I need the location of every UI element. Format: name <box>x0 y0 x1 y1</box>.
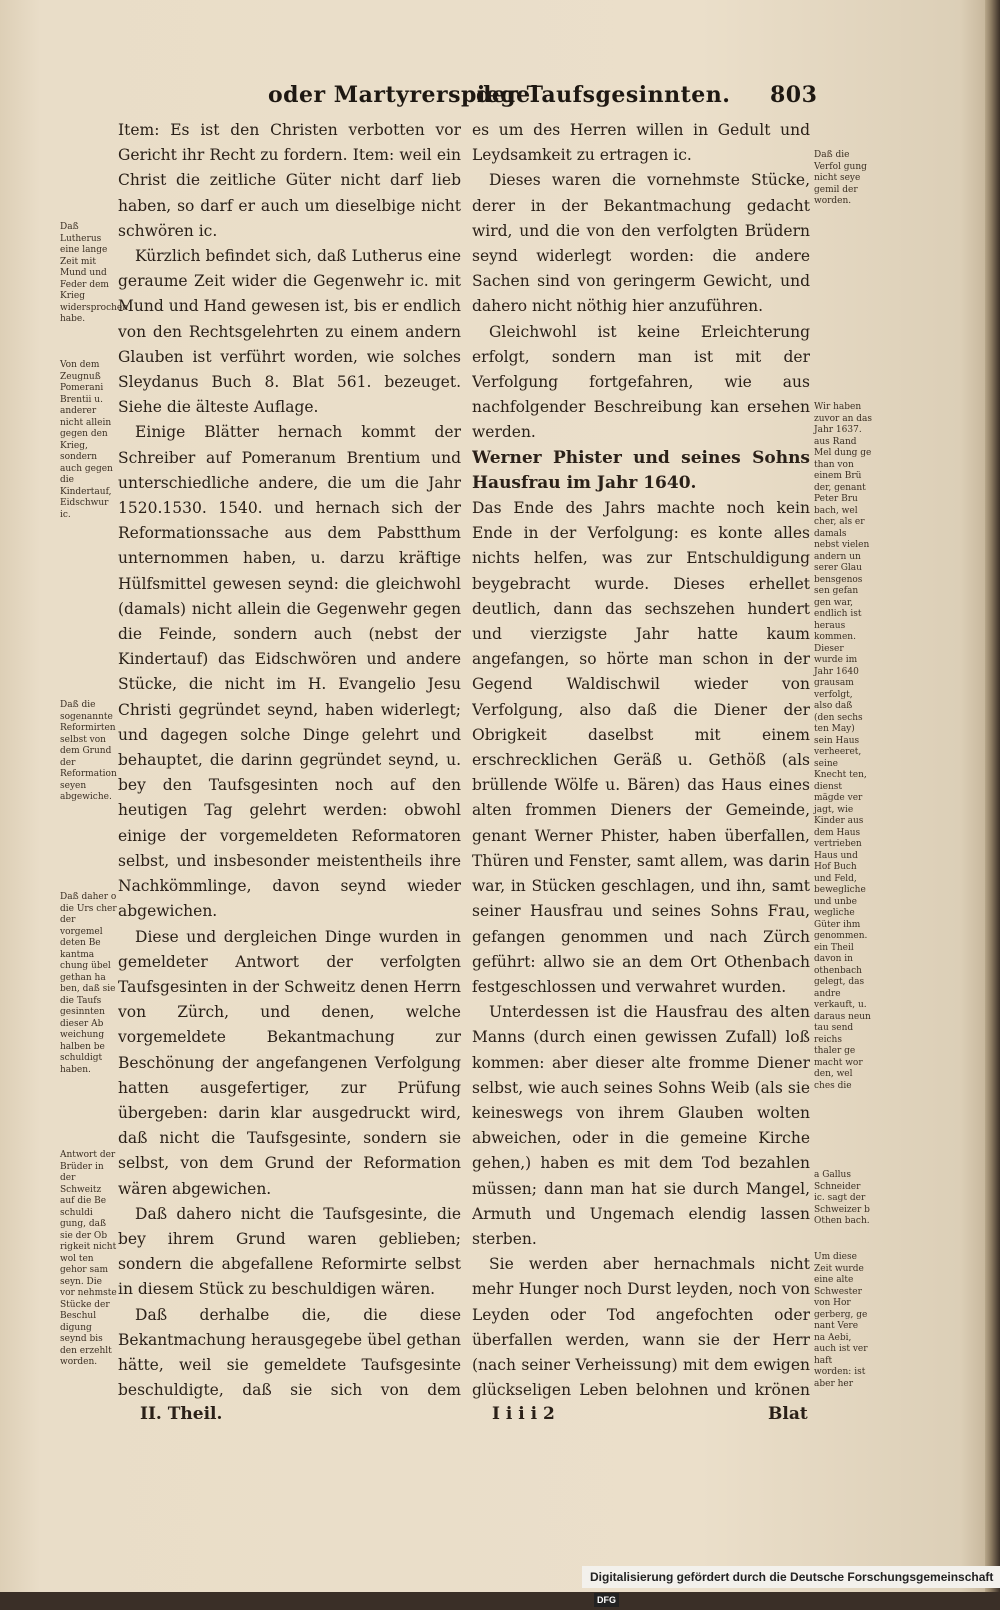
margin-note: Daß die Verfol gung nicht seye gemil der worden. <box>814 150 867 206</box>
running-head-left: oder Martyrerspiegel <box>268 82 540 108</box>
paragraph: Diese und dergleichen Dinge wurden in gemeldeter Antwort der verfolgten Taufsgesinten in der Schweitz denen Herrn von Zürch, und denen, welche vorgemeldete Bekantmachung zur Beschönung der angefangenen Verfolgung hatten ausgefertiger, zur Prüfung übergeben: darin klar ausgedruckt wird, daß nicht die Taufsgesinte, sondern sie selbst, von dem Grund der Reformation wären abgewichen. <box>118 927 461 1198</box>
right-margin-notes <box>814 0 872 1400</box>
margin-note: a Gallus Schneider ic. sagt der Schweizer b Othen bach. <box>814 1170 870 1226</box>
credit-text: Digitalisierung gefördert durch die Deutsche Forschungsgemeinschaft <box>590 1570 994 1584</box>
running-head-right: der Taufsgesinnten. <box>476 82 731 108</box>
margin-note: Wir haben zuvor an das Jahr 1637. aus Rand Mel dung ge than von einem Brü der, genant Peter Bru bach, wel cher, als er damals nebst vielen andern un serer Glau bensgenos sen gefan gen war, endlich ist heraus kommen. Dieser wurde im Jahr 1640 grausam verfolgt, also daß (den sechs ten May) sein Haus verheeret, seine Knecht ten, dienst mägde ver jagt, wie Kinder aus dem Haus vertrieben Haus und Hof Buch und Feld, bewegliche und unbe wegliche Güter ihm genommen. ein Theil davon in othenbach gelegt, das andre verkauft, u. daraus neun tau send reichs thaler ge macht wor den, wel ches die <box>814 402 872 1091</box>
paragraph: Daß derhalbe die, die diese Bekantmachung herausgegebe übel gethan hätte, weil sie gemeldete Taufsgesinte beschuldigte, daß sie sich von dem <box>118 1305 461 1400</box>
catchword: Blat <box>768 1404 808 1424</box>
paragraph: Daß dahero nicht die Taufsgesinte, die bey ihrem Grund waren geblieben; sondern die abgefallene Reformirte selbst in diesem Stück zu beschuldigen wären. <box>118 1204 461 1299</box>
right-text-column <box>472 118 810 1400</box>
signature-mark: I i i i 2 <box>492 1404 555 1424</box>
volume-label: II. Theil. <box>140 1404 223 1424</box>
paragraph: Gleichwohl ist keine Erleichterung erfolgt, sondern man ist mit der Verfolgung fortgefahren, wie aus nachfolgender Beschreibung kan ersehen werden. <box>472 322 810 442</box>
margin-note: Daß die sogenannte Reformirten selbst von dem Grund der Reformation seyen abgewiche. <box>60 700 117 802</box>
page-number: 803 <box>770 82 818 108</box>
paragraph: es um des Herren willen in Gedult und Leydsamkeit zu ertragen ic. <box>472 121 810 165</box>
section-heading: Werner Phister und seines Sohns Hausfrau im Jahr 1640. <box>472 447 810 493</box>
digitization-credit <box>582 1566 1000 1605</box>
left-margin-notes <box>60 0 129 1400</box>
page-edge-shadow <box>985 0 1000 1592</box>
paragraph: Dieses waren die vornehmste Stücke, derer in der Bekantmachung gedacht wird, und die von den verfolgten Brüdern seynd widerlegt worden: die andere Sachen sind von geringerm Gewicht, und dahero nicht nöthig hier anzuführen. <box>472 171 810 316</box>
dfg-logo-icon: DFG <box>594 1593 619 1607</box>
margin-note: Von dem Zeugnuß Pomerani Brentii u. anderer nicht allein gegen den Krieg, sondern auch gegen die Kindertauf, Eidschwur ic. <box>60 360 113 520</box>
paragraph: Das Ende des Jahrs machte noch kein Ende in der Verfolgung: es konte alles nichts helfen, was zur Entschuldigung beygebracht wurde. Dieses erhellet deutlich, dann das sechszehen hundert und vierzigste Jahr hatte kaum angefangen, so hörte man schon in der Gegend Waldischwil wieder von Verfolgung, also daß die Diener der Obrigkeit daselbst mit einem erschrecklichen Geräß u. Gethöß (als brüllende Wölfe u. Bären) das Haus eines alten frommen Dieners der Gemeinde, genant Werner Phister, haben überfallen, Thüren und Fenster, samt allem, was darin war, in Stücken geschlagen, und ihn, samt seiner Hausfrau und seines Sohns Frau, gefangen genommen und nach Zürch geführt: allwo sie an dem Ort Othenbach festgeschlossen und verwahret wurden. <box>472 499 810 996</box>
margin-note: Daß Lutherus eine lange Zeit mit Mund und Feder dem Krieg widersprochen habe. <box>60 222 129 324</box>
paragraph: Unterdessen ist die Hausfrau des alten Manns (durch einen gewissen Zufall) loß kommen: aber dieser alte fromme Diener selbst, wie auch seines Sohns Weib (als sie keineswegs von ihrem Glauben wolten abweichen, oder in die gemeine Kirche gehen,) haben es mit dem Tod bezahlen müssen; dann man hat sie durch Mangel, Armuth und Ungemach elendig lassen sterben. <box>472 1003 810 1248</box>
margin-note: Antwort der Brüder in der Schweitz auf die Be schuldi gung, daß sie der Ob rigkeit nicht wol ten gehor sam seyn. Die vor nehmste Stücke der Beschul digung seynd bis den erzehlt worden. <box>60 1150 117 1367</box>
paragraph: Kürzlich befindet sich, daß Lutherus eine geraume Zeit wider die Gegenwehr ic. mit Mund und Hand gewesen ist, bis er endlich von den Rechtsgelehrten zu einem andern Glauben ist verführt worden, wie solches Sleydanus Buch 8. Blat 561. bezeuget. Siehe die älteste Auflage. <box>118 247 461 417</box>
margin-note: Um diese Zeit wurde eine alte Schwester von Hor gerberg, ge nant Vere na Aebi, auch ist ver haft worden: ist aber her <box>814 1252 868 1389</box>
paragraph: Sie werden aber hernachmals nicht mehr Hunger noch Durst leyden, noch von Leyden oder Tod angefochten oder überfallen werden, wann sie der Herr (nach seiner Verheissung) mit dem ewigen glückseligen Leben belohnen und krönen <box>472 1255 810 1400</box>
left-text-column <box>118 118 461 1400</box>
paragraph: Item: Es ist den Christen verbotten vor Gericht ihr Recht zu fordern. Item: weil ein Christ die zeitliche Güter nicht darf lieb haben, so darf er auch um dieselbige nicht schwören ic. <box>118 121 461 240</box>
paragraph: Einige Blätter hernach kommt der Schreiber auf Pomeranum Brentium und unterschiedliche andere, die um die Jahr 1520.1530. 1540. und hernach sich der Reformationssache aus dem Pabstthum unternommen haben, u. darzu kräftige Hülfsmittel gewesen seynd: die gleichwohl (damals) nicht allein die Gegenwehr gegen die Feinde, sondern auch (nebst der Kindertauf) das Eidschwören und andere Stücke, die nicht im H. Evangelio Jesu Christi gegründet seynd, haben widerlegt; und dagegen solche Dinge gelehrt und behauptet, die darinn gegründet seynd, u. bey den Taufsgesinten noch auf den heutigen Tag gelehrt werden: obwohl einige der vorgemeldeten Reformatoren selbst, und insbesonder meistentheils ihre Nachkömmlinge, davon seynd wieder abgewichen. <box>118 423 461 921</box>
margin-note: Daß daher o die Urs cher der vorgemel deten Be kantma chung übel gethan ha ben, daß sie die Taufs gesinnten dieser Ab weichung halben be schuldigt haben. <box>60 892 117 1075</box>
